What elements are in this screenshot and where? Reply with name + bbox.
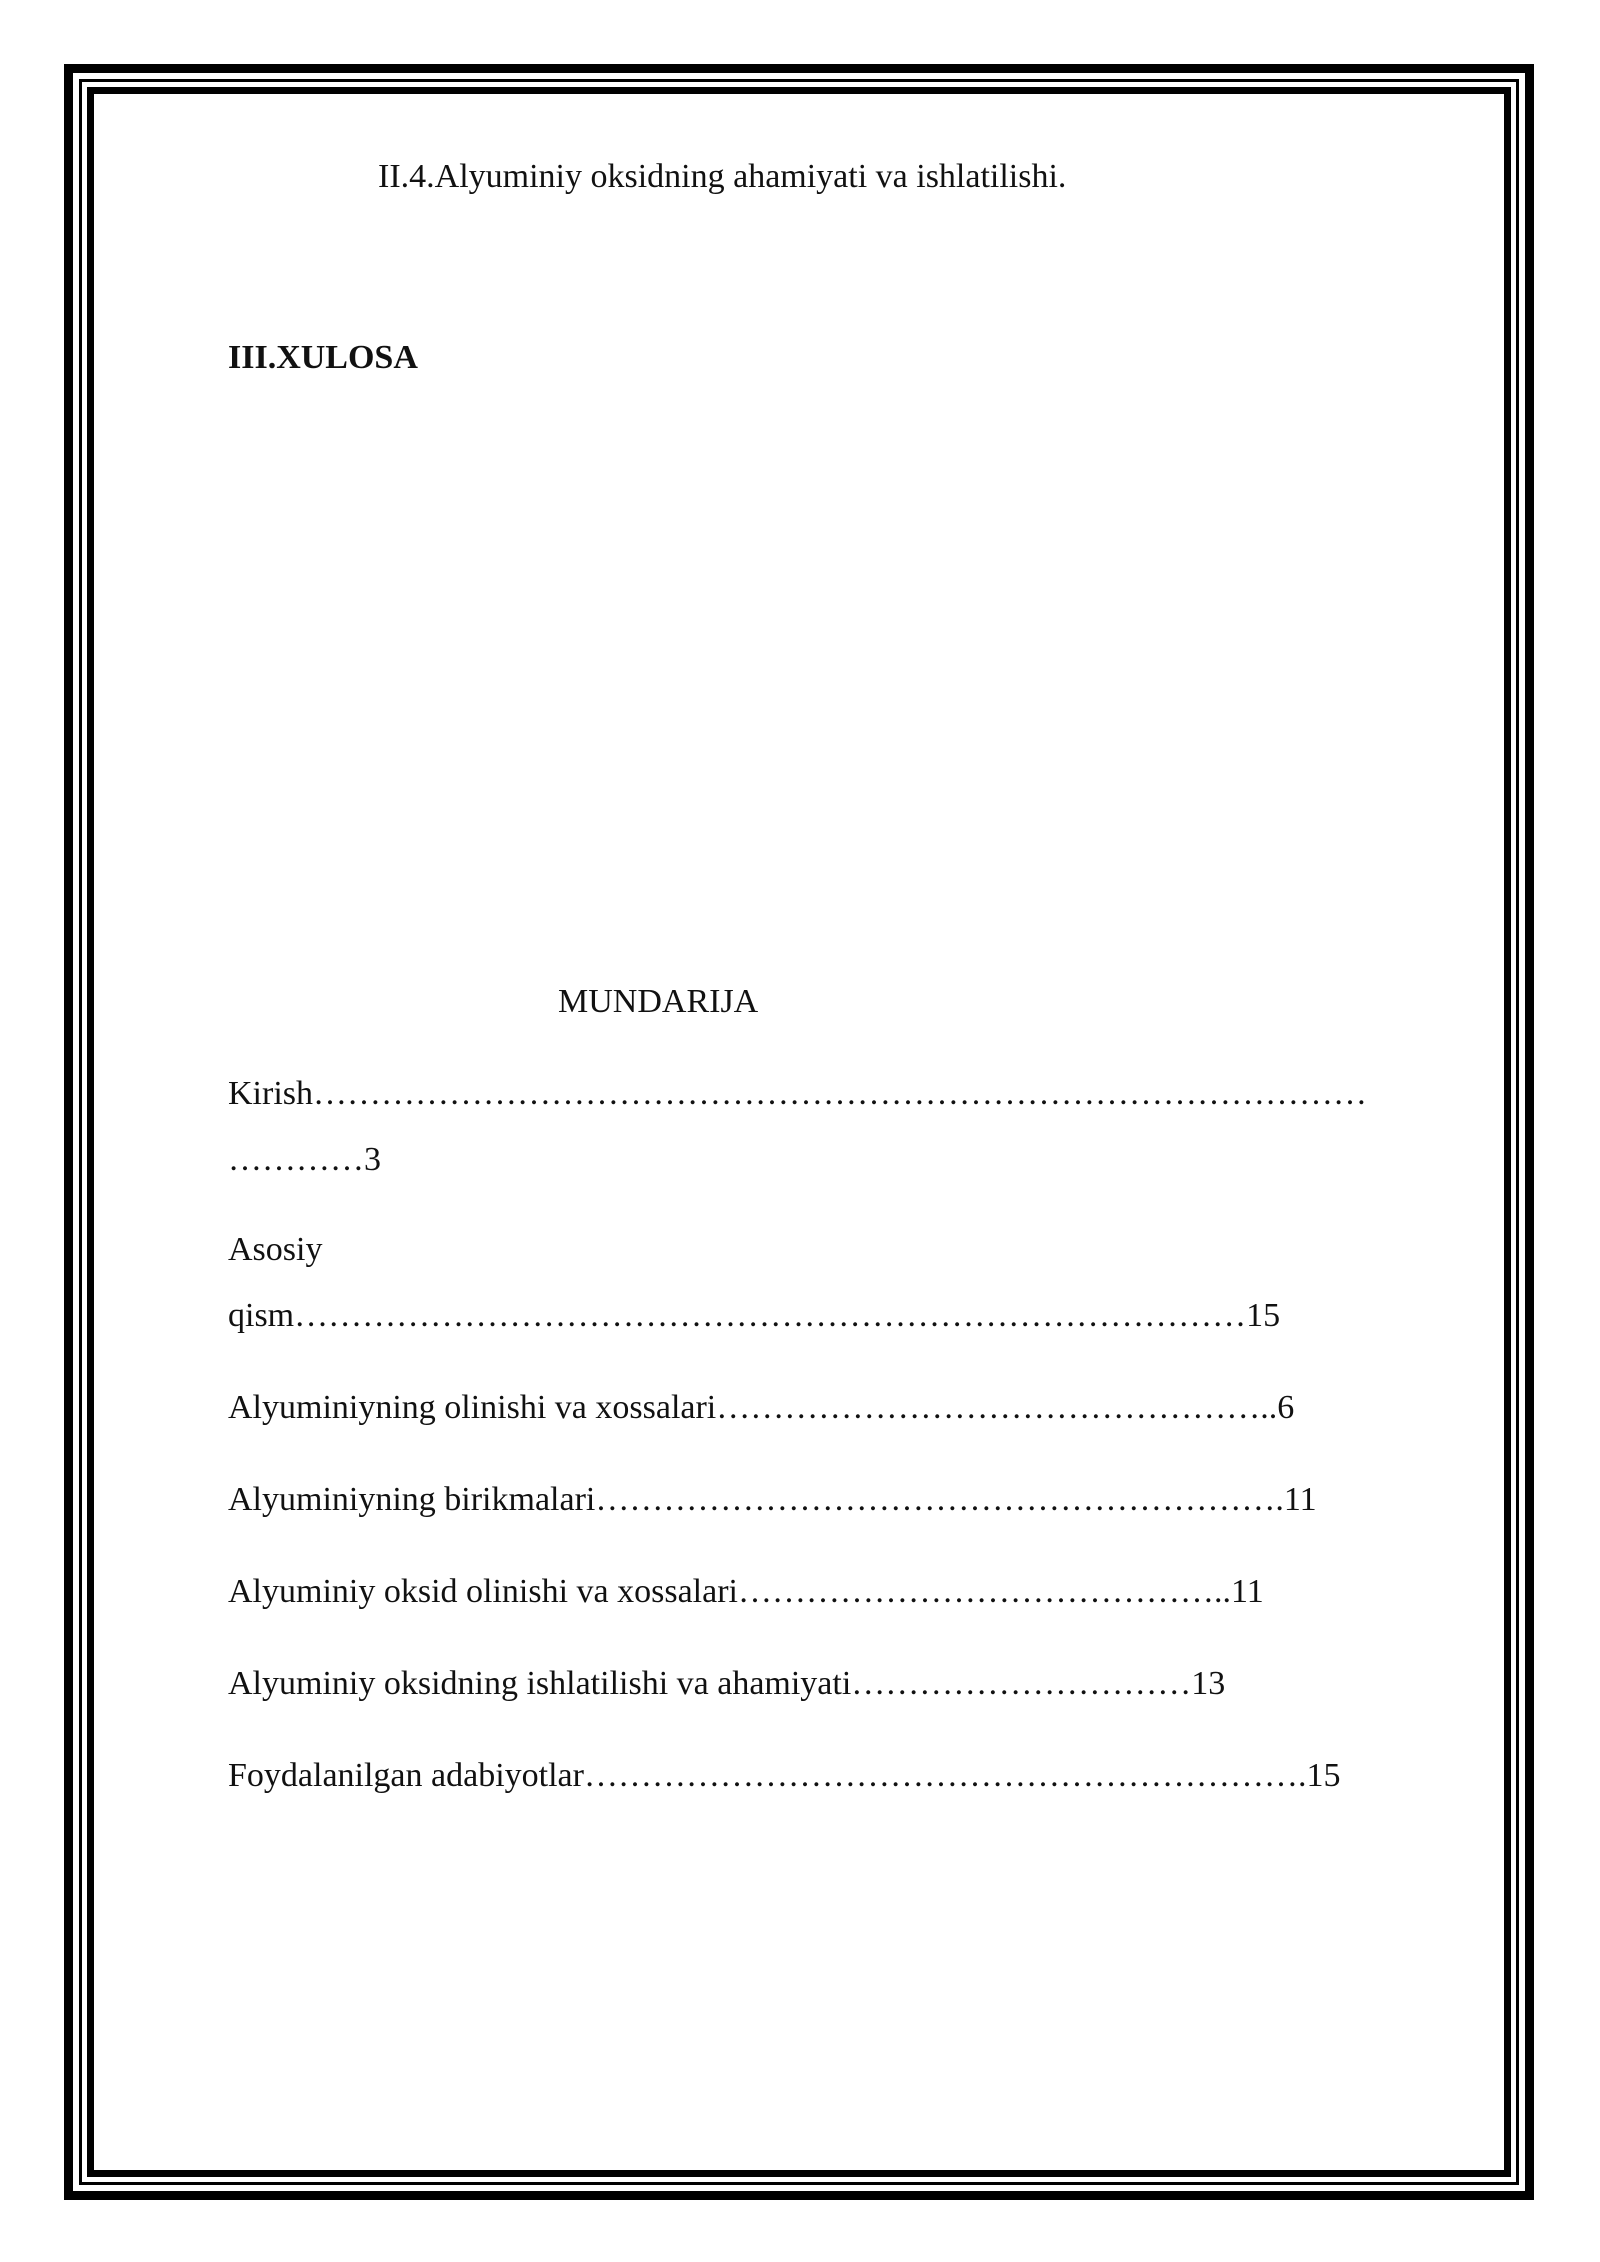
toc-entry-oksid-ishlatilishi: Alyuminiy oksidning ishlatilishi va ahamiyati…………………………13 xyxy=(228,1665,1226,1702)
toc-entry-asosiy: Asosiy xyxy=(228,1231,323,1268)
toc-entry-oksid-olinishi: Alyuminiy oksid olinishi va xossalari……………………………………..11 xyxy=(228,1573,1264,1610)
section-heading: II.4.Alyuminiy oksidning ahamiyati va ishlatilishi. xyxy=(378,158,1067,195)
toc-entry-asosiy-page: qism…………………………………………………………………………15 xyxy=(228,1297,1281,1334)
toc-entry-kirish: Kirish………………………………………………………………………………… xyxy=(228,1075,1367,1112)
toc-title: MUNDARIJA xyxy=(558,983,759,1020)
page-border-inner xyxy=(87,87,1511,2177)
toc-entry-birikmalari: Alyuminiyning birikmalari…………………………………………………….11 xyxy=(228,1481,1317,1518)
toc-entry-adabiyotlar: Foydalanilgan adabiyotlar……………………………………………………….15 xyxy=(228,1757,1341,1794)
conclusion-heading: III.XULOSA xyxy=(228,339,418,376)
toc-entry-olinishi: Alyuminiyning olinishi va xossalari…………………………………………..6 xyxy=(228,1389,1295,1426)
toc-entry-kirish-page: …………3 xyxy=(228,1141,381,1178)
